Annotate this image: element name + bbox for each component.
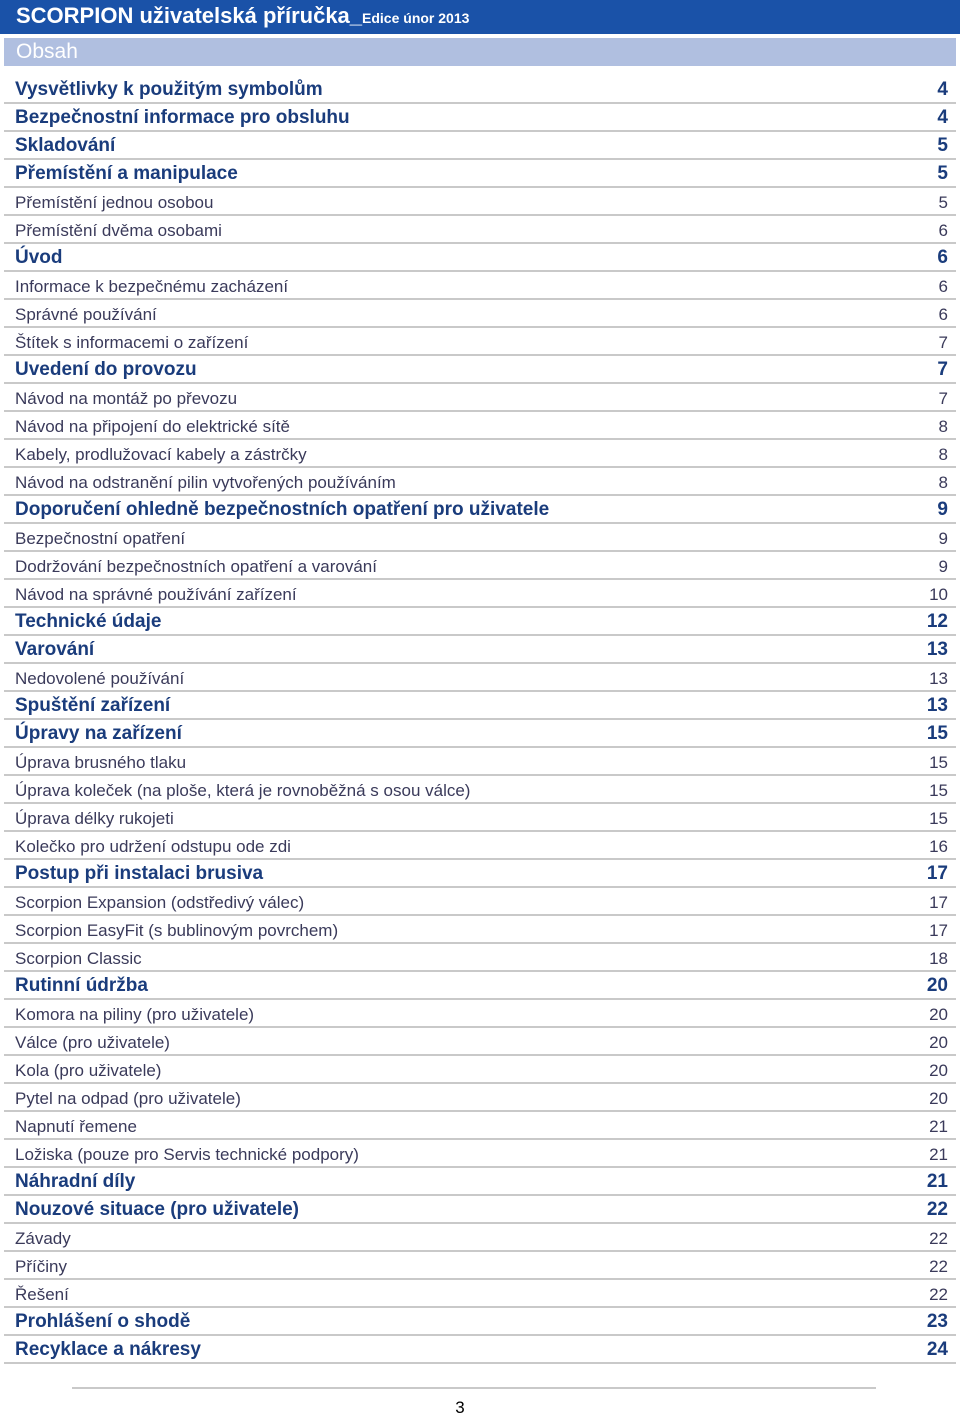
toc-entry-page: 9 (938, 529, 948, 548)
toc-entry-title: Bezpečnostní informace pro obsluhu (15, 107, 350, 128)
toc-entry-title: Návod na odstranění pilin vytvořených používáním (15, 473, 396, 492)
toc-entry[interactable] (4, 1280, 956, 1308)
toc-entry-title: Nedovolené používání (15, 669, 185, 688)
toc-entry-page: 20 (929, 1033, 948, 1052)
table-of-contents (4, 76, 956, 1364)
toc-entry-page: 17 (926, 863, 948, 884)
toc-entry-page: 8 (938, 445, 948, 464)
toc-entry[interactable] (4, 1028, 956, 1056)
toc-entry-page: 21 (926, 1171, 948, 1192)
toc-entry-title: Správné používání (15, 305, 157, 324)
toc-entry[interactable] (4, 132, 956, 160)
toc-entry[interactable] (4, 1084, 956, 1112)
toc-entry-title: Postup při instalaci brusiva (15, 863, 264, 884)
toc-entry[interactable] (4, 412, 956, 440)
toc-entry[interactable] (4, 328, 956, 356)
toc-entry-page: 15 (929, 753, 948, 772)
footer-divider (72, 1387, 876, 1389)
toc-entry-title: Přemístění a manipulace (15, 163, 238, 184)
toc-entry[interactable] (4, 720, 956, 748)
toc-entry-page: 15 (926, 723, 948, 744)
section-title: Obsah (16, 40, 78, 63)
toc-entry[interactable] (4, 1112, 956, 1140)
toc-entry[interactable] (4, 580, 956, 608)
toc-entry-page: 23 (926, 1311, 948, 1332)
toc-entry-title: Návod na montáž po převozu (15, 389, 238, 408)
toc-entry-page: 6 (938, 277, 948, 296)
toc-entry-title: Přemístění dvěma osobami (15, 221, 222, 240)
toc-entry[interactable] (4, 188, 956, 216)
toc-entry[interactable] (4, 1224, 956, 1252)
toc-entry-title: Recyklace a nákresy (15, 1339, 201, 1360)
toc-entry-page: 20 (929, 1061, 948, 1080)
toc-entry-title: Příčiny (15, 1257, 67, 1276)
toc-entry-page: 7 (938, 389, 948, 408)
toc-entry[interactable] (4, 1056, 956, 1084)
toc-entry-title: Uvedení do provozu (15, 359, 197, 380)
toc-entry[interactable] (4, 608, 956, 636)
toc-entry-title: Dodržování bezpečnostních opatření a varování (15, 557, 377, 576)
document-title (16, 3, 469, 29)
toc-entry-title: Nouzové situace (pro uživatele) (15, 1199, 300, 1220)
toc-entry[interactable] (4, 1140, 956, 1168)
section-header (4, 38, 956, 66)
toc-entry-page: 22 (929, 1229, 948, 1248)
toc-entry-title: Scorpion EasyFit (s bublinovým povrchem) (15, 921, 339, 940)
toc-entry-page: 7 (937, 359, 948, 380)
toc-entry-title: Náhradní díly (15, 1171, 136, 1192)
toc-entry-title: Ložiska (pouze pro Servis technické podpory) (15, 1145, 359, 1164)
toc-entry-page: 9 (938, 557, 948, 576)
toc-entry[interactable] (4, 1308, 956, 1336)
toc-entry-page: 9 (937, 499, 948, 520)
toc-entry-page: 5 (938, 193, 948, 212)
toc-entry[interactable] (4, 76, 956, 104)
toc-entry-title: Návod na připojení do elektrické sítě (15, 417, 290, 436)
toc-entry-page: 17 (929, 893, 948, 912)
toc-entry-page: 17 (929, 921, 948, 940)
toc-entry-title: Závady (15, 1229, 71, 1248)
toc-entry[interactable] (4, 356, 956, 384)
toc-entry-page: 13 (926, 639, 948, 660)
toc-entry-page: 6 (937, 247, 948, 268)
page-number: 3 (455, 1398, 465, 1417)
toc-entry[interactable] (4, 104, 956, 132)
toc-entry-page: 20 (929, 1089, 948, 1108)
toc-entry[interactable] (4, 1336, 956, 1364)
toc-entry-title: Přemístění jednou osobou (15, 193, 214, 212)
toc-entry[interactable] (4, 216, 956, 244)
toc-entry-page: 15 (929, 809, 948, 828)
toc-entry-title: Rutinní údržba (15, 975, 148, 996)
toc-entry-page: 10 (929, 585, 948, 604)
toc-entry-page: 18 (929, 949, 948, 968)
toc-entry[interactable] (4, 972, 956, 1000)
toc-entry-title: Štítek s informacemi o zařízení (15, 333, 249, 352)
toc-entry[interactable] (4, 916, 956, 944)
toc-entry[interactable] (4, 524, 956, 552)
toc-entry-page: 7 (938, 333, 948, 352)
toc-entry-page: 20 (926, 975, 948, 996)
toc-entry[interactable] (4, 636, 956, 664)
toc-entry-title: Scorpion Expansion (odstředivý válec) (15, 893, 305, 912)
toc-entry-title: Doporučení ohledně bezpečnostních opatření pro uživatele (15, 499, 550, 520)
toc-entry[interactable] (4, 1168, 956, 1196)
toc-entry-title: Úprava délky rukojeti (15, 809, 174, 828)
toc-entry[interactable] (4, 1000, 956, 1028)
toc-entry[interactable] (4, 552, 956, 580)
document-edition: Edice únor 2013 (362, 10, 470, 26)
toc-entry-page: 12 (926, 611, 948, 632)
toc-entry-title: Scorpion Classic (15, 949, 142, 968)
toc-entry[interactable] (4, 860, 956, 888)
toc-entry[interactable] (4, 692, 956, 720)
toc-entry-title: Úprava koleček (na ploše, která je rovnoběžná s osou válce) (15, 781, 471, 800)
toc-entry-page: 8 (938, 473, 948, 492)
document-header (0, 0, 960, 34)
toc-entry-page: 22 (929, 1257, 948, 1276)
toc-entry[interactable] (4, 776, 956, 804)
toc-entry[interactable] (4, 468, 956, 496)
toc-entry-page: 4 (937, 107, 948, 128)
toc-entry-page: 5 (937, 163, 948, 184)
toc-entry-title: Řešení (15, 1285, 69, 1304)
toc-entry-page: 13 (926, 695, 948, 716)
toc-entry-page: 13 (929, 669, 948, 688)
toc-entry-title: Technické údaje (15, 611, 162, 632)
toc-entry-page: 6 (938, 305, 948, 324)
toc-entry-page: 16 (929, 837, 948, 856)
toc-entry-title: Kola (pro uživatele) (15, 1061, 162, 1080)
toc-entry[interactable] (4, 244, 956, 272)
toc-entry-title: Napnutí řemene (15, 1117, 137, 1136)
toc-entry[interactable] (4, 496, 956, 524)
toc-entry-page: 22 (926, 1199, 948, 1220)
toc-entry-title: Skladování (15, 135, 116, 156)
toc-entry[interactable] (4, 664, 956, 692)
toc-entry-title: Návod na správné používání zařízení (15, 585, 297, 604)
toc-entry-page: 24 (926, 1339, 948, 1360)
toc-entry-page: 15 (929, 781, 948, 800)
toc-entry-title: Úpravy na zařízení (15, 723, 182, 744)
toc-entry[interactable] (4, 1196, 956, 1224)
toc-entry-page: 22 (929, 1285, 948, 1304)
toc-entry-page: 5 (937, 135, 948, 156)
toc-entry-title: Spuštění zařízení (15, 695, 171, 716)
toc-entry-page: 4 (937, 79, 948, 100)
toc-entry-title: Úprava brusného tlaku (15, 753, 187, 772)
toc-entry-page: 20 (929, 1005, 948, 1024)
toc-entry-title: Bezpečnostní opatření (15, 529, 186, 548)
toc-entry-title: Varování (15, 639, 95, 660)
toc-entry-title: Úvod (15, 247, 63, 268)
toc-entry[interactable] (4, 300, 956, 328)
toc-entry[interactable] (4, 832, 956, 860)
toc-entry[interactable] (4, 944, 956, 972)
document-title-text: SCORPION uživatelská příručka_ (16, 3, 363, 28)
toc-entry-title: Kolečko pro udržení odstupu ode zdi (15, 837, 291, 856)
toc-entry-page: 8 (938, 417, 948, 436)
toc-entry-page: 6 (938, 221, 948, 240)
toc-entry[interactable] (4, 748, 956, 776)
toc-entry[interactable] (4, 440, 956, 468)
toc-entry[interactable] (4, 1252, 956, 1280)
toc-entry-title: Válce (pro uživatele) (15, 1033, 170, 1052)
toc-entry[interactable] (4, 272, 956, 300)
toc-entry-title: Informace k bezpečnému zacházení (15, 277, 289, 296)
toc-entry-page: 21 (929, 1145, 948, 1164)
toc-entry-page: 21 (929, 1117, 948, 1136)
toc-entry-title: Vysvětlivky k použitým symbolům (15, 79, 323, 100)
toc-entry-title: Prohlášení o shodě (15, 1311, 191, 1332)
toc-entry[interactable] (4, 888, 956, 916)
toc-entry-title: Komora na piliny (pro uživatele) (15, 1005, 255, 1024)
toc-entry-title: Pytel na odpad (pro uživatele) (15, 1089, 241, 1108)
header-divider (0, 34, 960, 37)
toc-entry[interactable] (4, 160, 956, 188)
toc-entry-title: Kabely, prodlužovací kabely a zástrčky (15, 445, 307, 464)
toc-entry[interactable] (4, 804, 956, 832)
toc-entry[interactable] (4, 384, 956, 412)
